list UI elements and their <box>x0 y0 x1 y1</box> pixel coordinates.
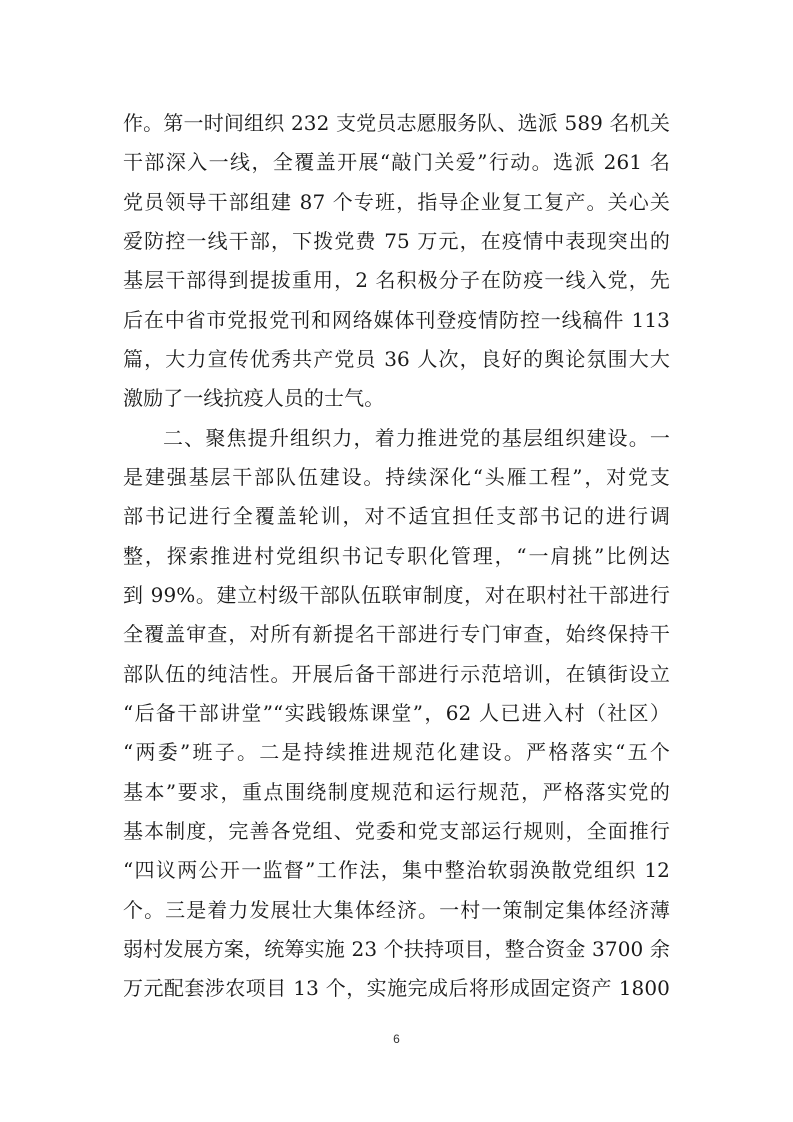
body-text-line: 弱村发展方案，统筹实施 23 个扶持项目，整合资金 3700 余 <box>123 937 670 961</box>
body-text-line: 部书记进行全覆盖轮训，对不适宜担任支部书记的进行调 <box>123 504 670 528</box>
body-text-line: 作。第一时间组织 232 支党员志愿服务队、选派 589 名机关 <box>123 111 670 135</box>
body-text-line: 干部深入一线，全覆盖开展“敲门关爱”行动。选派 261 名 <box>123 150 670 174</box>
body-text-line: 到 99%。建立村级干部队伍联审制度，对在职村社干部进行 <box>123 583 670 607</box>
body-text-line: 个。三是着力发展壮大集体经济。一村一策制定集体经济薄 <box>123 898 670 922</box>
body-text-line: 后在中省市党报党刊和网络媒体刊登疫情防控一线稿件 113 <box>123 308 670 332</box>
body-text-line: 篇，大力宣传优秀共产党员 36 人次，良好的舆论氛围大大 <box>123 347 670 371</box>
body-text-line: “两委”班子。二是持续推进规范化建设。严格落实“五个 <box>123 740 670 764</box>
body-text-line: “后备干部讲堂”“实践锻炼课堂”，62 人已进入村（社区） <box>123 701 670 725</box>
body-text-line: “四议两公开一监督”工作法，集中整治软弱涣散党组织 12 <box>123 858 670 882</box>
body-text-line: 是建强基层干部队伍建设。持续深化“头雁工程”，对党支 <box>123 465 670 489</box>
body-text-line: 部队伍的纯洁性。开展后备干部进行示范培训，在镇街设立 <box>123 662 670 686</box>
body-text-line: 基本”要求，重点围绕制度规范和运行规范，严格落实党的 <box>123 780 670 804</box>
body-text-line: 爱防控一线干部，下拨党费 75 万元，在疫情中表现突出的 <box>123 229 670 253</box>
body-text-line: 党员领导干部组建 87 个专班，指导企业复工复产。关心关 <box>123 190 670 214</box>
body-text-line: 万元配套涉农项目 13 个，实施完成后将形成固定资产 1800 <box>123 976 670 1000</box>
body-text-line: 激励了一线抗疫人员的士气。 <box>123 386 385 410</box>
page-number: 6 <box>393 1032 400 1046</box>
body-text-line: 整，探索推进村党组织书记专职化管理，“一肩挑”比例达 <box>123 544 670 568</box>
body-text-line: 基层干部得到提拔重用，2 名积极分子在防疫一线入党，先 <box>123 268 670 292</box>
body-text-line: 全覆盖审查，对所有新提名干部进行专门审查，始终保持干 <box>123 622 670 646</box>
body-text-line: 基本制度，完善各党组、党委和党支部运行规则，全面推行 <box>123 819 670 843</box>
section-heading-line: 二、聚焦提升组织力，着力推进党的基层组织建设。一 <box>163 426 670 450</box>
